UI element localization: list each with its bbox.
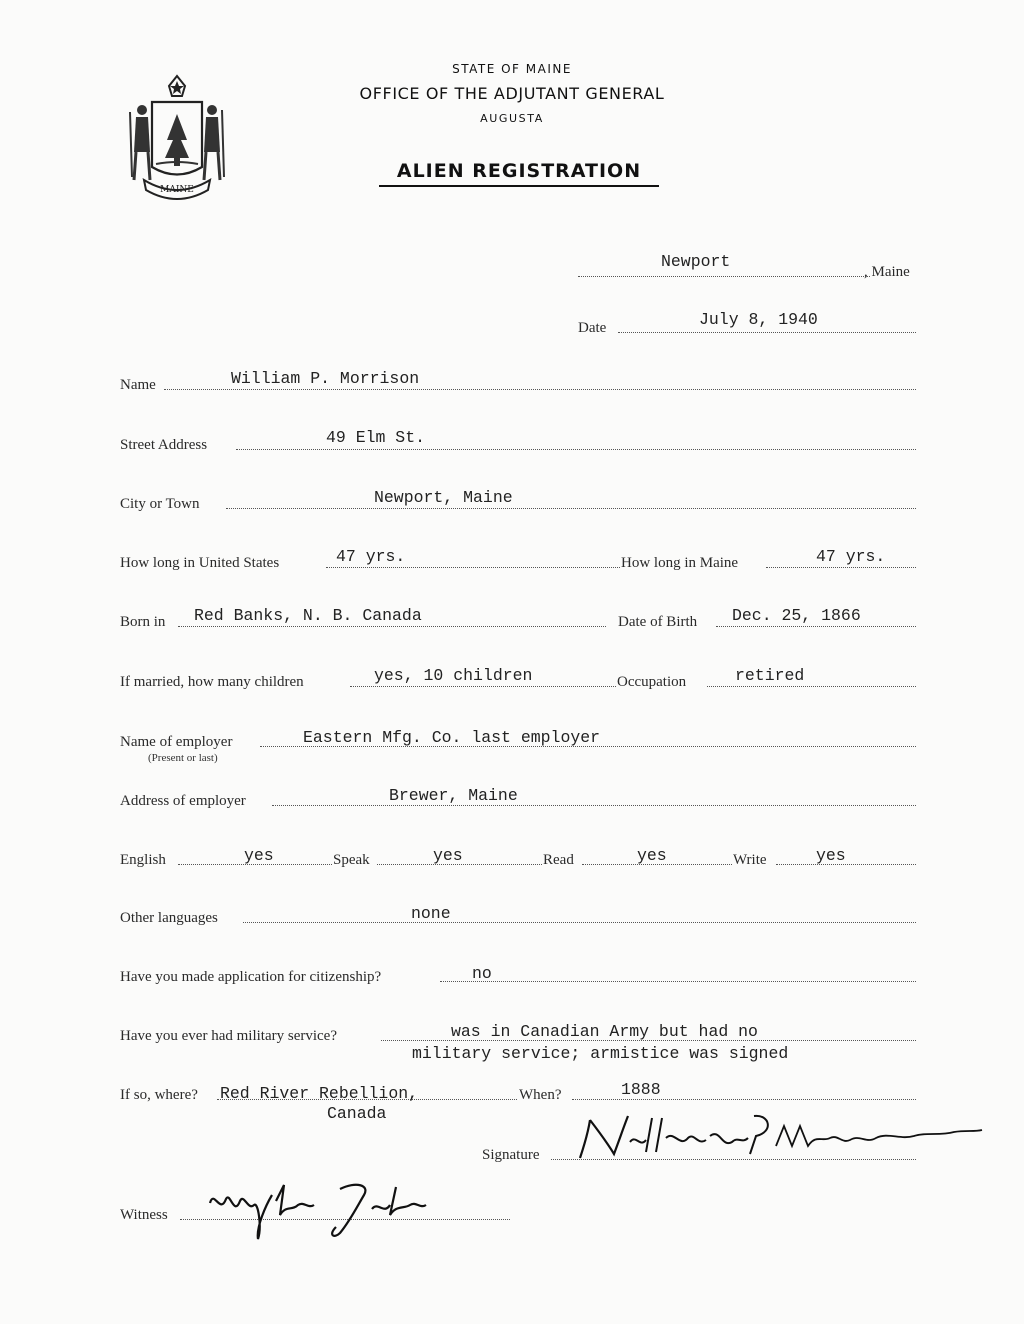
street-line [236,449,916,450]
signature-label: Signature [482,1147,540,1163]
witness-signature [200,1175,430,1245]
employer-note: (Present or last) [148,752,218,764]
occupation-line [707,686,916,687]
citizenship-line [440,981,916,982]
write-value: yes [816,846,846,865]
street-value: 49 Elm St. [326,428,426,447]
dob-value: Dec. 25, 1866 [732,606,861,625]
employer-address-value: Brewer, Maine [389,786,518,805]
write-line [776,864,916,865]
maine-years-value: 47 yrs. [816,547,886,566]
born-in-line [178,626,606,627]
children-line [350,686,616,687]
occupation-value: retired [735,666,805,685]
maine-years-line [766,567,916,568]
when-line [572,1099,916,1100]
where-value-line1: Red River Rebellion, [220,1084,419,1103]
form-title: ALIEN REGISTRATION [379,160,659,187]
employer-address-label: Address of employer [120,793,246,809]
when-label: When? [519,1087,562,1103]
city-label: City or Town [120,496,200,512]
employer-value: Eastern Mfg. Co. last employer [303,728,601,747]
applicant-signature [570,1108,990,1168]
military-value-line2: military service; armistice was signed [412,1044,789,1063]
other-languages-value: none [411,904,451,923]
speak-label: Speak [333,852,370,868]
when-value: 1888 [621,1080,661,1099]
children-label: If married, how many children [120,674,304,690]
us-years-line [326,567,620,568]
dob-label: Date of Birth [618,614,698,630]
dob-line [716,626,916,627]
header-state: STATE OF MAINE [452,62,572,76]
military-value-line1: was in Canadian Army but had no [451,1022,758,1041]
where-label: If so, where? [120,1087,198,1103]
seal-text: MAINE [160,185,194,195]
witness-label: Witness [120,1207,168,1223]
employer-label: Name of employer [120,734,233,750]
english-label: English [120,852,166,868]
read-label: Read [543,852,574,868]
date-label: Date [578,320,607,336]
header-office: OFFICE OF THE ADJUTANT GENERAL [359,84,665,103]
other-languages-label: Other languages [120,910,218,926]
born-in-value: Red Banks, N. B. Canada [194,606,422,625]
write-label: Write [733,852,767,868]
other-languages-line [243,922,916,923]
street-label: Street Address [120,437,208,453]
place-line [578,276,870,277]
us-years-label: How long in United States [120,555,280,571]
name-line [164,389,916,390]
read-value: yes [637,846,667,865]
name-value: William P. Morrison [231,369,420,388]
citizenship-label: Have you made application for citizenship? [120,969,382,985]
city-line [226,508,916,509]
citizenship-value: no [472,964,492,983]
date-value: July 8, 1940 [699,310,818,329]
place-value: Newport [661,252,731,271]
born-in-label: Born in [120,614,166,630]
military-label: Have you ever had military service? [120,1028,337,1044]
name-label: Name [120,377,156,393]
children-value: yes, 10 children [374,666,533,685]
speak-value: yes [433,846,463,865]
maine-years-label: How long in Maine [621,555,739,571]
english-value: yes [244,846,274,865]
where-value-line2: Canada [327,1104,387,1123]
us-years-value: 47 yrs. [336,547,406,566]
place-suffix: , Maine [864,264,910,280]
occupation-label: Occupation [617,674,687,690]
employer-address-line [272,805,916,806]
header-city: AUGUSTA [480,112,544,125]
city-value: Newport, Maine [374,488,513,507]
date-line [618,332,916,333]
